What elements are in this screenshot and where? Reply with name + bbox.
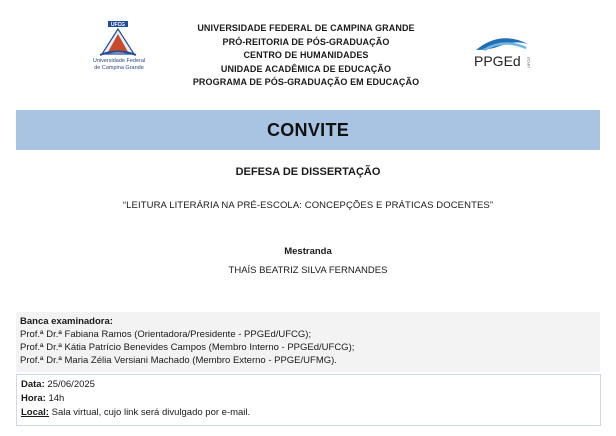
invite-banner — [16, 110, 600, 150]
committee-header: Banca examinadora: — [20, 316, 113, 327]
thesis-title: “LEITURA LITERÁRIA NA PRÉ-ESCOLA: CONCEPÇÕES E PRÁTICAS DOCENTES” — [122, 200, 494, 211]
committee-member: Prof.ª Dr.ª Maria Zélia Versiani Machado (Membro Externo - PPGE/UFMG). — [20, 355, 337, 366]
institution-header — [186, 22, 426, 90]
student-name: THAÍS BEATRIZ SILVA FERNANDES — [228, 265, 388, 276]
ufcg-caption-line-1: Universidade Federal — [92, 58, 146, 64]
ppged-logo-icon — [470, 28, 536, 72]
ufcg-badge-text: UFCG — [110, 22, 126, 28]
banner-title: CONVITE — [266, 119, 350, 140]
institution-line: PROGRAMA DE PÓS-GRADUAÇÃO EM EDUCAÇÃO — [192, 77, 420, 87]
time-label: Hora: — [21, 393, 46, 404]
place-row — [21, 407, 250, 419]
date-label: Data: — [21, 379, 45, 390]
place-value: Sala virtual, cujo link será divulgado por e-mail. — [48, 407, 251, 418]
place-label: Local: — [21, 407, 49, 418]
committee-member: Prof.ª Dr.ª Kátia Patrício Benevides Campos (Membro Interno - PPGEd/UFCG); — [20, 342, 355, 353]
time-row — [21, 393, 64, 405]
date-value: 25/06/2025 — [44, 379, 95, 390]
date-row — [21, 379, 95, 391]
ppged-logo-small: UFCG — [526, 56, 531, 68]
institution-line: CENTRO DE HUMANIDADES — [243, 50, 369, 60]
institution-line: UNIDADE ACADÊMICA DE EDUCAÇÃO — [220, 63, 392, 74]
ufcg-caption — [86, 58, 152, 71]
event-subtitle: DEFESA DE DISSERTAÇÃO — [235, 166, 381, 178]
ufcg-caption-line-2: de Campina Grande — [94, 64, 144, 71]
institution-line: PRÓ-REITORIA DE PÓS-GRADUAÇÃO — [222, 36, 390, 47]
ppged-logo-text: PPGEd — [474, 53, 521, 69]
committee-member: Prof.ª Dr.ª Fabiana Ramos (Orientadora/Presidente - PPGEd/UFCG); — [20, 329, 312, 340]
student-role: Mestranda — [284, 246, 332, 257]
event-info-box — [16, 374, 601, 426]
time-value: 14h — [45, 393, 65, 404]
institution-line: UNIVERSIDADE FEDERAL DE CAMPINA GRANDE — [197, 23, 415, 33]
committee-section — [16, 312, 600, 372]
